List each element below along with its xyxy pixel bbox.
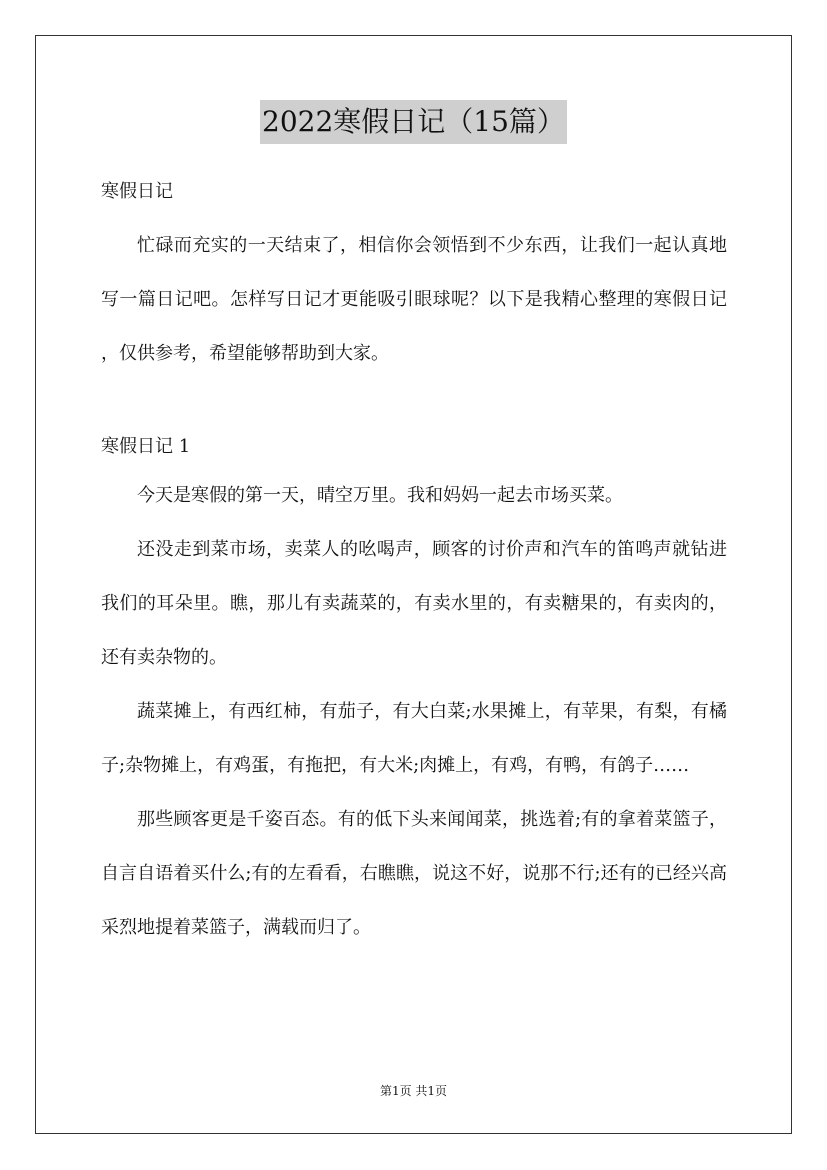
section-spacer (101, 381, 727, 425)
intro-paragraph: 忙碌而充实的一天结束了，相信你会领悟到不少东西，让我们一起认真地写一篇日记吧。怎样写日记才更能吸引眼球呢？以下是我精心整理的寒假日记 ，仅供参考，希望能够帮助到大家。 (101, 235, 727, 364)
intro-heading: 寒假日记 (101, 181, 173, 202)
body-paragraph-3: 蔬菜摊上，有西红柿，有茄子，有大白菜;水果摊上，有苹果，有梨，有橘子;杂物摊上，有鸡蛋，有拖把，有大米;肉摊上，有鸡，有鸭，有鸽子…… (101, 701, 727, 776)
title-container (0, 100, 827, 144)
document-body (101, 170, 727, 955)
body-paragraph-1: 今天是寒假的第一天，晴空万里。我和妈妈一起去市场买菜。 (137, 485, 623, 506)
document-title: 2022寒假日记（15篇） (260, 100, 567, 144)
page-footer: 第1页 共1页 (379, 1084, 448, 1098)
body-paragraph-2: 还没走到菜市场，卖菜人的吆喝声，顾客的讨价声和汽车的笛鸣声就钻进我们的耳朵里。瞧，那儿有卖蔬菜的，有卖水里的，有卖糖果的，有卖肉的，还有卖杂物的。 (101, 539, 727, 668)
section-heading: 寒假日记 1 (101, 436, 191, 457)
body-paragraph-4: 那些顾客更是千姿百态。有的低下头来闻闻菜，挑选着;有的拿着菜篮子，自言自语着买什么;有的左看看，右瞧瞧，说这不好，说那不行;还有的已经兴高采烈地提着菜篮子，满载而归了。 (101, 809, 727, 938)
